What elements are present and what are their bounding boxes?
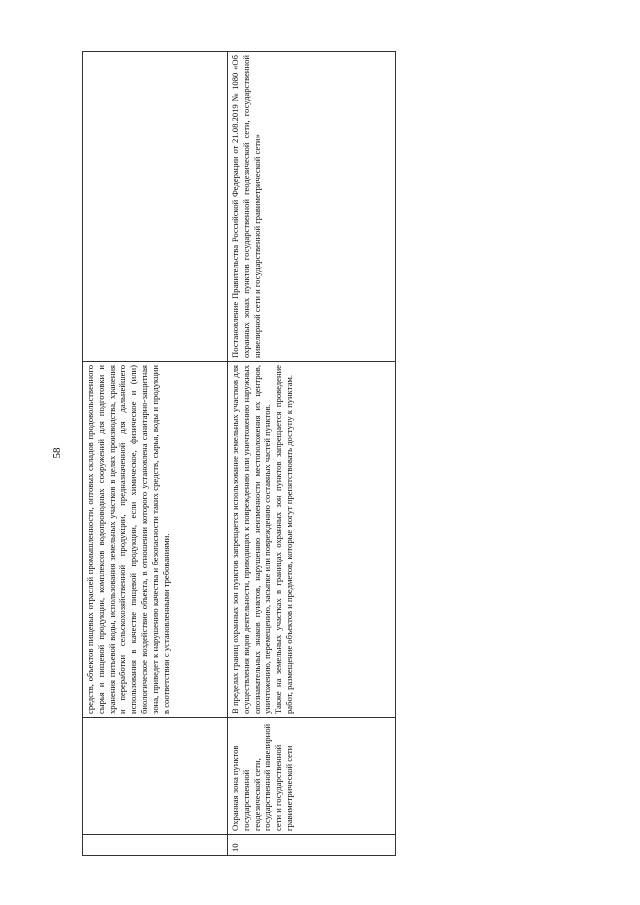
page-number: 58 [51, 447, 63, 459]
rotated-sheet [82, 51, 395, 856]
table-row [228, 52, 396, 856]
row-number: 10 [228, 835, 396, 856]
legal-basis: Постановление Правительства Российской Федерации от 21.08.2019 № 1080 «Об охранных зонах пунктов государственной геодезической сети, государственной нивелирной сети и государственной гравиметрической сети» [228, 52, 396, 362]
restriction-text: средств, объектов пищевых отраслей промышленности, оптовых складов продовольственного сырья и пищевой продукции, комплексов водопроводных сооружений для подготовки и хранения питьевой воды, использования земельных участков в целях производства, хранения и переработки сельскохозяйственной продукции, предназначенной для дальнейшего использования в качестве пищевой продукции, если химическое, физическое и (или) биологическое воздействие объекта, в отношении которого установлена санитарно-защитная зона, приведет к нарушению качества и безопасности таких средств, сырья, воды и продукции в соответствии с установленными требованиями. [85, 365, 171, 714]
zones-table [82, 51, 396, 856]
legal-basis [83, 52, 228, 362]
restrictions-cell [83, 362, 228, 718]
zone-name [83, 718, 228, 835]
restriction-text: Также на земельных участках в границах охранных зон пунктов запрещается проведение работ, размещение объектов и предметов, которые могут препятствовать доступу к пунктам. [273, 365, 294, 714]
table-row [83, 52, 228, 856]
zone-name: Охранная зона пунктов государственной геодезической сети, государственной нивелирной сети и государственной гравиметрической сети [228, 718, 396, 835]
row-number [83, 835, 228, 856]
restriction-text: В пределах границ охранных зон пунктов запрещается использование земельных участков для осуществления видов деятельности, приводящих к повреждению или уничтожению наружных опознавательных знаков пунктов, нарушению неизменности местоположения их центров, уничтожению, перемещению, засыпке или повреждению составных частей пунктов. [230, 365, 273, 714]
restrictions-cell [228, 362, 396, 718]
